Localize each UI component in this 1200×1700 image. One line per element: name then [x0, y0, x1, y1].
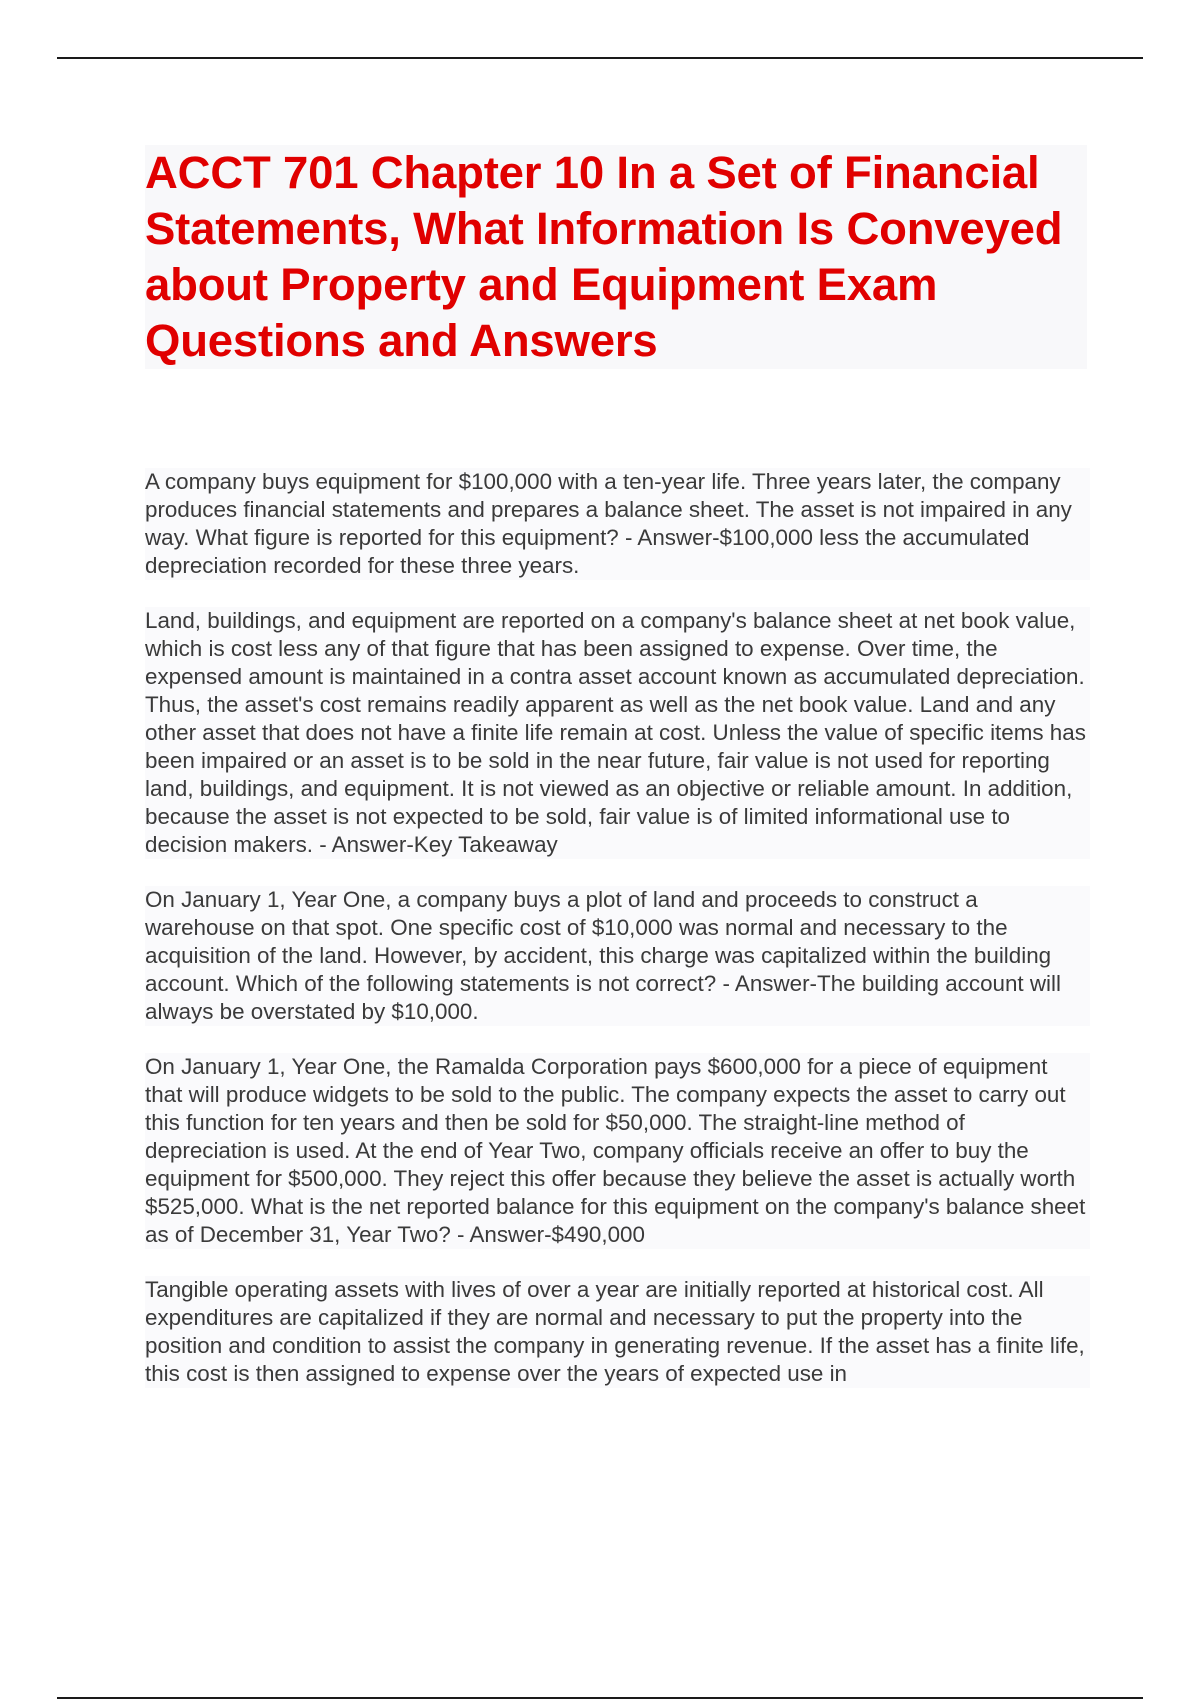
paragraph-1: A company buys equipment for $100,000 with a ten-year life. Three years later, the company produces financial statements and prepares a balance sheet. The asset is not impaired in any way. What figure is reported for this equipment? - Answer-$100,000 less the accumulated depreciation recorded for these three years.: [145, 468, 1090, 580]
bottom-rule: [57, 1697, 1143, 1699]
top-rule: [57, 57, 1143, 59]
paragraph-2: Land, buildings, and equipment are reported on a company's balance sheet at net book value, which is cost less any of that figure that has been assigned to expense. Over time, the expensed amount is maintained in a contra asset account known as accumulated depreciation. Thus, the asset's cost remains readily apparent as well as the net book value. Land and any other asset that does not have a finite life remain at cost. Unless the value of specific items has been impaired or an asset is to be sold in the near future, fair value is not used for reporting land, buildings, and equipment. It is not viewed as an objective or reliable amount. In addition, because the asset is not expected to be sold, fair value is of limited informational use to decision makers. - Answer-Key Takeaway: [145, 607, 1090, 859]
title-block: [145, 145, 1087, 369]
paragraph-4: On January 1, Year One, the Ramalda Corporation pays $600,000 for a piece of equipment that will produce widgets to be sold to the public. The company expects the asset to carry out this function for ten years and then be sold for $50,000. The straight-line method of depreciation is used. At the end of Year Two, company officials receive an offer to buy the equipment for $500,000. They reject this offer because they believe the asset is actually worth $525,000. What is the net reported balance for this equipment on the company's balance sheet as of December 31, Year Two? - Answer-$490,000: [145, 1053, 1090, 1249]
paragraph-5: Tangible operating assets with lives of over a year are initially reported at historical cost. All expenditures are capitalized if they are normal and necessary to put the property into the position and condition to assist the company in generating revenue. If the asset has a finite life, this cost is then assigned to expense over the years of expected use in: [145, 1276, 1090, 1388]
paragraph-3: On January 1, Year One, a company buys a plot of land and proceeds to construct a warehouse on that spot. One specific cost of $10,000 was normal and necessary to the acquisition of the land. However, by accident, this charge was capitalized within the building account. Which of the following statements is not correct? - Answer-The building account will always be overstated by $10,000.: [145, 886, 1090, 1026]
document-body: [145, 468, 1090, 1415]
document-title: ACCT 701 Chapter 10 In a Set of Financial Statements, What Information Is Conveyed about Property and Equipment Exam Questions and Answers: [145, 147, 1063, 366]
